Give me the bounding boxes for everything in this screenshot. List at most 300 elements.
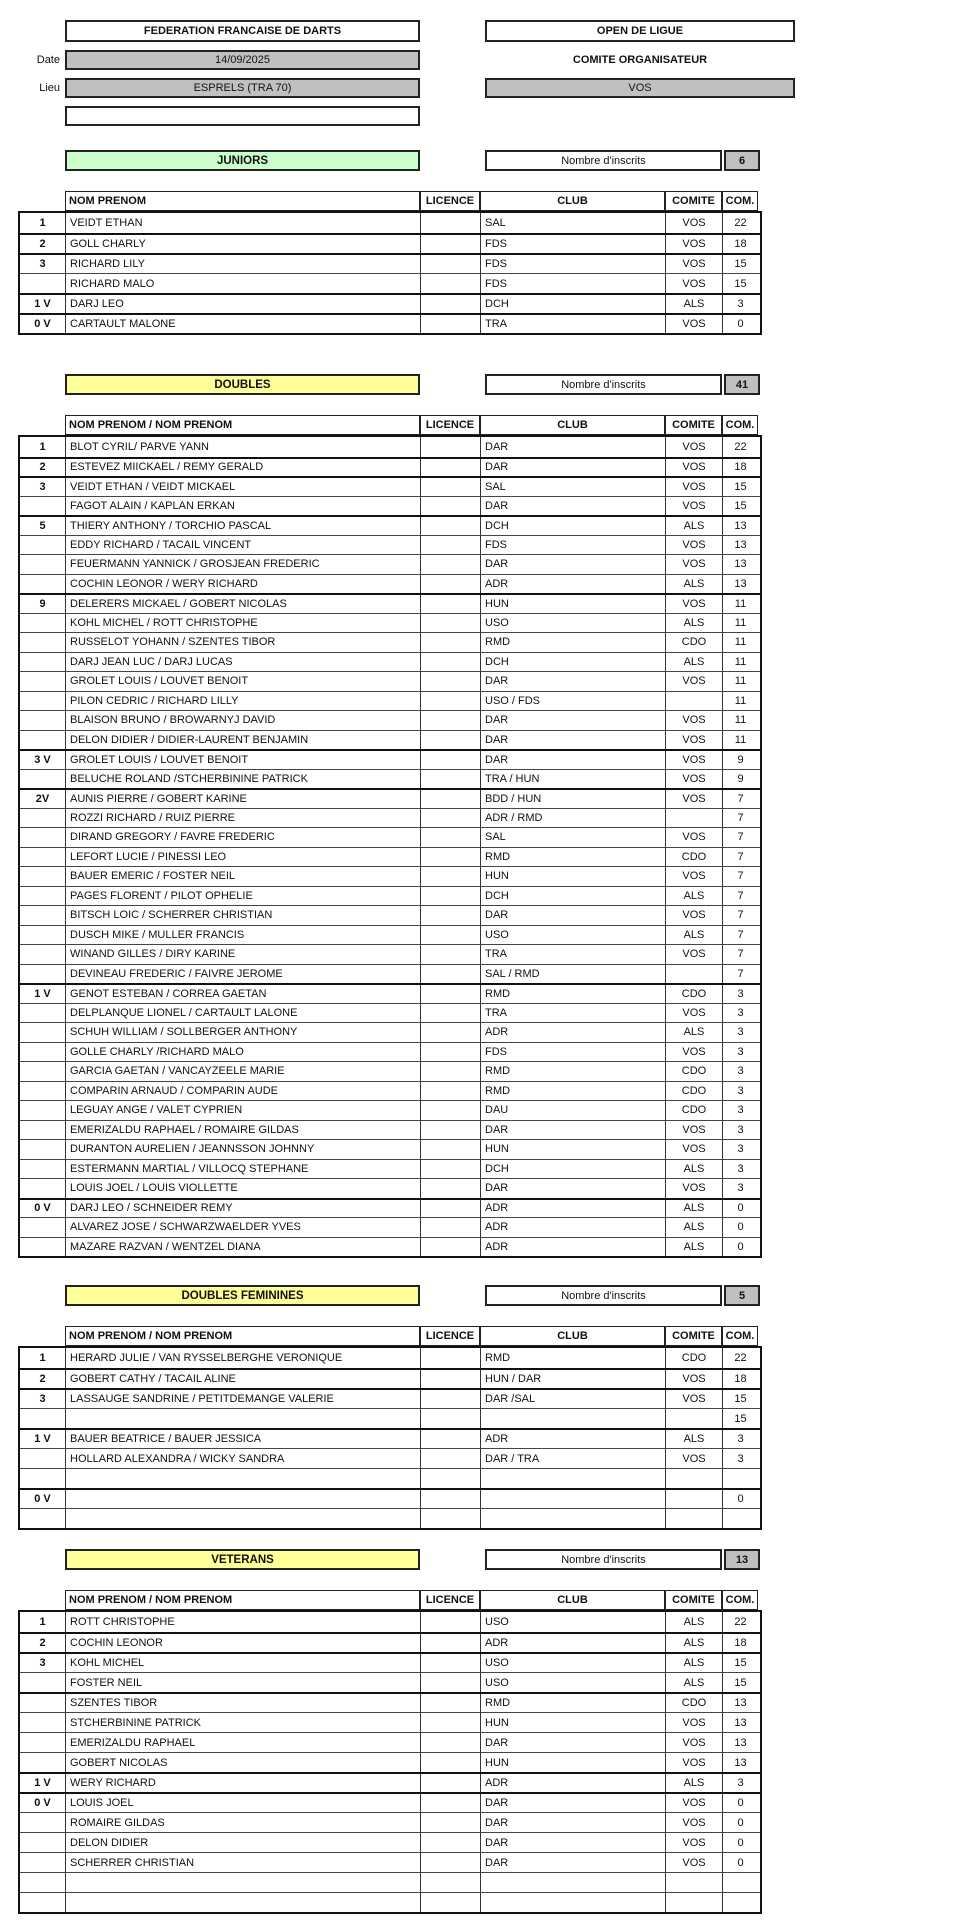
- column-header: LICENCE: [420, 415, 480, 435]
- comite-cell: VOS: [665, 235, 722, 253]
- club-cell: USO: [480, 926, 665, 945]
- rank-cell: [20, 1179, 65, 1198]
- section-title: DOUBLES FEMININES: [65, 1285, 420, 1306]
- club-cell: [480, 1490, 665, 1508]
- column-header: LICENCE: [420, 191, 480, 211]
- com-cell: 3: [722, 1004, 758, 1023]
- club-cell: DAR: [480, 1813, 665, 1832]
- rank-cell: [20, 1140, 65, 1159]
- club-cell: USO / FDS: [480, 692, 665, 711]
- com-cell: 13: [722, 517, 758, 535]
- comite-cell: VOS: [665, 497, 722, 516]
- rank-cell: [20, 770, 65, 789]
- column-header: COMITE: [665, 1326, 722, 1346]
- lieu-label: Lieu: [39, 82, 60, 94]
- enrolled-count: 6: [724, 150, 760, 171]
- comite-cell: ALS: [665, 1218, 722, 1237]
- licence-cell: [420, 1469, 480, 1488]
- club-cell: ADR: [480, 1774, 665, 1792]
- comite-cell: ALS: [665, 653, 722, 672]
- table-row: [20, 886, 760, 906]
- com-cell: 22: [722, 213, 758, 233]
- club-cell: RMD: [480, 1082, 665, 1101]
- com-cell: 13: [722, 1753, 758, 1772]
- column-header: CLUB: [480, 1326, 665, 1346]
- date-label: Date: [36, 54, 60, 66]
- name-cell: KOHL MICHEL: [65, 1654, 420, 1672]
- club-cell: USO: [480, 614, 665, 633]
- rank-cell: 2: [39, 461, 46, 474]
- club-cell: FDS: [480, 274, 665, 293]
- com-cell: 7: [722, 809, 758, 828]
- comite-cell: VOS: [665, 945, 722, 964]
- club-cell: DAR: [480, 906, 665, 925]
- table-header-row: [18, 1590, 762, 1610]
- table-row: [20, 1852, 760, 1872]
- table-row: [20, 233, 760, 253]
- column-header: COMITE: [665, 415, 722, 435]
- rank-cell: 3: [39, 1657, 46, 1669]
- club-cell: ADR: [480, 575, 665, 594]
- licence-cell: [420, 1509, 480, 1528]
- com-cell: 7: [722, 848, 758, 867]
- rank-cell: [20, 906, 65, 925]
- rank-cell: 0 V: [34, 1493, 51, 1505]
- table-row: [20, 925, 760, 945]
- rank-column-header: [18, 1590, 65, 1610]
- comite-cell: VOS: [665, 770, 722, 789]
- table-row: [20, 1892, 760, 1912]
- club-cell: [480, 1469, 665, 1488]
- com-cell: 0: [722, 1794, 758, 1812]
- name-cell: FEUERMANN YANNICK / GROSJEAN FREDERIC: [65, 555, 420, 574]
- table-row: [20, 293, 760, 313]
- com-cell: 13: [722, 575, 758, 594]
- name-cell: SCHUH WILLIAM / SOLLBERGER ANTHONY: [65, 1023, 420, 1042]
- name-cell: ESTEVEZ MIICKAEL / REMY GERALD: [65, 459, 420, 477]
- comite-cell: ALS: [665, 926, 722, 945]
- name-cell: VEIDT ETHAN / VEIDT MICKAEL: [65, 478, 420, 496]
- column-header: COMITE: [665, 191, 722, 211]
- comite-cell: VOS: [665, 1713, 722, 1732]
- table-row: [20, 496, 760, 516]
- name-cell: FAGOT ALAIN / KAPLAN ERKAN: [65, 497, 420, 516]
- table-row: [20, 1732, 760, 1752]
- comite-cell: [665, 1509, 722, 1528]
- licence-cell: [420, 295, 480, 313]
- club-cell: TRA: [480, 1004, 665, 1023]
- table-row: [20, 1237, 760, 1257]
- name-cell: BAUER BEATRICE / BAUER JESSICA: [65, 1430, 420, 1448]
- rank-cell: [20, 1893, 65, 1912]
- column-header: NOM PRENOM / NOM PRENOM: [65, 415, 420, 435]
- table-row: [20, 1081, 760, 1101]
- column-header: COM.: [722, 415, 758, 435]
- com-cell: 3: [722, 1121, 758, 1140]
- table-row: [20, 1752, 760, 1772]
- table-row: [20, 1178, 760, 1198]
- table-row: [20, 944, 760, 964]
- comite-cell: CDO: [665, 1082, 722, 1101]
- comite-cell: VOS: [665, 1794, 722, 1812]
- table-header-row: [18, 415, 762, 435]
- club-cell: USO: [480, 1612, 665, 1632]
- club-cell: DCH: [480, 295, 665, 313]
- rank-cell: 3 V: [34, 753, 51, 766]
- table-row: [20, 710, 760, 730]
- com-cell: [722, 1893, 758, 1912]
- table-row: [20, 273, 760, 293]
- rank-cell: 1 V: [34, 1433, 51, 1445]
- com-cell: 0: [722, 315, 758, 333]
- club-cell: ADR: [480, 1200, 665, 1218]
- rank-cell: 2V: [35, 792, 50, 805]
- comite-cell: ALS: [665, 1634, 722, 1652]
- enrolled-label: Nombre d'inscrits: [485, 150, 722, 171]
- name-cell: EMERIZALDU RAPHAEL: [65, 1733, 420, 1752]
- licence-cell: [420, 965, 480, 984]
- licence-cell: [420, 653, 480, 672]
- name-cell: KOHL MICHEL / ROTT CHRISTOPHE: [65, 614, 420, 633]
- name-cell: ROTT CHRISTOPHE: [65, 1612, 420, 1632]
- organizer-label: COMITE ORGANISATEUR: [572, 54, 708, 66]
- name-cell: DELPLANQUE LIONEL / CARTAULT LALONE: [65, 1004, 420, 1023]
- name-cell: LOUIS JOEL: [65, 1794, 420, 1812]
- rank-cell: 1 V: [34, 1777, 51, 1789]
- com-cell: 0: [722, 1238, 758, 1257]
- licence-cell: [420, 497, 480, 516]
- federation-title: FEDERATION FRANCAISE DE DARTS: [65, 20, 420, 42]
- table-row: [20, 1061, 760, 1081]
- name-cell: VEIDT ETHAN: [65, 213, 420, 233]
- rank-cell: 2: [39, 238, 46, 250]
- table-row: [20, 437, 760, 457]
- table-row: [20, 574, 760, 594]
- table-row: [20, 1772, 760, 1792]
- rank-cell: [20, 1218, 65, 1237]
- comite-cell: VOS: [665, 1179, 722, 1198]
- comite-cell: VOS: [665, 1853, 722, 1872]
- name-cell: DELON DIDIER / DIDIER-LAURENT BENJAMIN: [65, 731, 420, 750]
- rank-cell: 1: [39, 1352, 46, 1364]
- comite-cell: ALS: [665, 575, 722, 594]
- licence-cell: [420, 1023, 480, 1042]
- com-cell: 11: [722, 731, 758, 750]
- com-cell: 9: [722, 770, 758, 789]
- comite-cell: VOS: [665, 255, 722, 273]
- com-cell: 15: [722, 478, 758, 496]
- name-cell: SZENTES TIBOR: [65, 1694, 420, 1712]
- licence-cell: [420, 1082, 480, 1101]
- name-cell: BAUER EMERIC / FOSTER NEIL: [65, 867, 420, 886]
- comite-cell: VOS: [665, 828, 722, 847]
- com-cell: 22: [722, 437, 758, 457]
- section-title: DOUBLES: [65, 374, 420, 395]
- licence-cell: [420, 672, 480, 691]
- comite-cell: [665, 692, 722, 711]
- com-cell: 18: [722, 459, 758, 477]
- com-cell: [722, 1509, 758, 1528]
- table-row: [20, 1217, 760, 1237]
- comite-cell: VOS: [665, 1833, 722, 1852]
- club-cell: ADR: [480, 1430, 665, 1448]
- name-cell: MAZARE RAZVAN / WENTZEL DIANA: [65, 1238, 420, 1257]
- rank-cell: [20, 926, 65, 945]
- licence-cell: [420, 731, 480, 750]
- table-row: [20, 1139, 760, 1159]
- licence-cell: [420, 478, 480, 496]
- com-cell: 0: [722, 1813, 758, 1832]
- comite-cell: VOS: [665, 1121, 722, 1140]
- name-cell: DELON DIDIER: [65, 1833, 420, 1852]
- club-cell: [480, 1893, 665, 1912]
- name-cell: [65, 1893, 420, 1912]
- licence-cell: [420, 848, 480, 867]
- licence-cell: [420, 1853, 480, 1872]
- name-cell: ESTERMANN MARTIAL / VILLOCQ STEPHANE: [65, 1160, 420, 1179]
- column-header: CLUB: [480, 191, 665, 211]
- name-cell: EDDY RICHARD / TACAIL VINCENT: [65, 536, 420, 555]
- com-cell: 3: [722, 1160, 758, 1179]
- name-cell: ROMAIRE GILDAS: [65, 1813, 420, 1832]
- com-cell: 3: [722, 295, 758, 313]
- club-cell: DAR: [480, 1121, 665, 1140]
- table-row: [20, 1408, 760, 1428]
- table-row: [20, 1428, 760, 1448]
- licence-cell: [420, 459, 480, 477]
- name-cell: RICHARD MALO: [65, 274, 420, 293]
- comite-cell: [665, 1893, 722, 1912]
- licence-cell: [420, 692, 480, 711]
- table-row: [20, 515, 760, 535]
- table-row: [20, 1348, 760, 1368]
- column-header: NOM PRENOM / NOM PRENOM: [65, 1326, 420, 1346]
- licence-cell: [420, 1893, 480, 1912]
- table-row: [20, 1712, 760, 1732]
- lieu-value: ESPRELS (TRA 70): [65, 78, 420, 98]
- rank-cell: [20, 692, 65, 711]
- rank-cell: 2: [39, 1637, 46, 1649]
- name-cell: [65, 1469, 420, 1488]
- rank-cell: [20, 575, 65, 594]
- table-row: [20, 671, 760, 691]
- club-cell: FDS: [480, 536, 665, 555]
- comite-cell: VOS: [665, 437, 722, 457]
- table-row: [20, 847, 760, 867]
- club-cell: RMD: [480, 985, 665, 1003]
- rank-column-header: [18, 191, 65, 211]
- comite-cell: VOS: [665, 1449, 722, 1468]
- table-row: [20, 313, 760, 333]
- name-cell: COCHIN LEONOR / WERY RICHARD: [65, 575, 420, 594]
- licence-cell: [420, 555, 480, 574]
- com-cell: 9: [722, 751, 758, 769]
- name-cell: DIRAND GREGORY / FAVRE FREDERIC: [65, 828, 420, 847]
- column-header: COM.: [722, 191, 758, 211]
- enrolled-label: Nombre d'inscrits: [485, 1285, 722, 1306]
- table-row: [20, 1042, 760, 1062]
- name-cell: STCHERBININE PATRICK: [65, 1713, 420, 1732]
- table-row: [20, 1812, 760, 1832]
- club-cell: RMD: [480, 1348, 665, 1368]
- name-cell: LOUIS JOEL / LOUIS VIOLLETTE: [65, 1179, 420, 1198]
- com-cell: 11: [722, 595, 758, 613]
- club-cell: DCH: [480, 1160, 665, 1179]
- licence-cell: [420, 1774, 480, 1792]
- table-row: [20, 1159, 760, 1179]
- com-cell: 0: [722, 1833, 758, 1852]
- name-cell: WERY RICHARD: [65, 1774, 420, 1792]
- name-cell: DUSCH MIKE / MULLER FRANCIS: [65, 926, 420, 945]
- com-cell: 3: [722, 1449, 758, 1468]
- club-cell: HUN: [480, 1140, 665, 1159]
- section-header: [0, 374, 963, 398]
- com-cell: 13: [722, 1694, 758, 1712]
- club-cell: DAR /SAL: [480, 1390, 665, 1408]
- club-cell: DAR / TRA: [480, 1449, 665, 1468]
- table-row: [20, 769, 760, 789]
- sections: [0, 150, 963, 1914]
- com-cell: 11: [722, 653, 758, 672]
- rank-cell: [20, 1753, 65, 1772]
- name-cell: GARCIA GAETAN / VANCAYZEELE MARIE: [65, 1062, 420, 1081]
- comite-cell: ALS: [665, 1023, 722, 1042]
- com-cell: 3: [722, 1101, 758, 1120]
- licence-cell: [420, 1004, 480, 1023]
- comite-cell: CDO: [665, 848, 722, 867]
- section-title: VETERANS: [65, 1549, 420, 1570]
- com-cell: 0: [722, 1200, 758, 1218]
- table-row: [20, 1120, 760, 1140]
- table-row: [20, 1792, 760, 1812]
- rank-cell: 5: [39, 519, 46, 532]
- club-cell: RMD: [480, 1062, 665, 1081]
- licence-cell: [420, 1348, 480, 1368]
- rank-cell: [20, 848, 65, 867]
- com-cell: 13: [722, 555, 758, 574]
- licence-cell: [420, 1101, 480, 1120]
- table-row: [20, 1488, 760, 1508]
- club-cell: SAL / RMD: [480, 965, 665, 984]
- table-row: [20, 1388, 760, 1408]
- club-cell: ADR: [480, 1218, 665, 1237]
- com-cell: 18: [722, 1634, 758, 1652]
- licence-cell: [420, 1713, 480, 1732]
- licence-cell: [420, 213, 480, 233]
- table-row: [20, 1368, 760, 1388]
- rank-cell: [20, 1713, 65, 1732]
- sheet-header: [0, 20, 963, 130]
- name-cell: PAGES FLORENT / PILOT OPHELIE: [65, 887, 420, 906]
- section-doubles-feminines: [0, 1285, 963, 1530]
- club-cell: TRA: [480, 945, 665, 964]
- club-cell: ADR: [480, 1023, 665, 1042]
- table-row: [20, 1198, 760, 1218]
- club-cell: HUN: [480, 867, 665, 886]
- licence-cell: [420, 595, 480, 613]
- com-cell: [722, 1469, 758, 1488]
- column-header: COMITE: [665, 1590, 722, 1610]
- rank-cell: [20, 711, 65, 730]
- rank-cell: [20, 653, 65, 672]
- rank-cell: [20, 965, 65, 984]
- comite-cell: ALS: [665, 1160, 722, 1179]
- table-row: [20, 457, 760, 477]
- rank-cell: [20, 1733, 65, 1752]
- com-cell: 0: [722, 1853, 758, 1872]
- com-cell: 7: [722, 828, 758, 847]
- rank-cell: [20, 867, 65, 886]
- name-cell: BLOT CYRIL/ PARVE YANN: [65, 437, 420, 457]
- name-cell: AUNIS PIERRE / GOBERT KARINE: [65, 790, 420, 808]
- name-cell: [65, 1409, 420, 1428]
- com-cell: 15: [722, 1673, 758, 1692]
- licence-cell: [420, 770, 480, 789]
- club-cell: DAR: [480, 1853, 665, 1872]
- club-cell: TRA: [480, 315, 665, 333]
- comite-cell: ALS: [665, 1673, 722, 1692]
- com-cell: 15: [722, 1390, 758, 1408]
- comite-cell: VOS: [665, 867, 722, 886]
- licence-cell: [420, 633, 480, 652]
- comite-cell: VOS: [665, 213, 722, 233]
- comite-cell: CDO: [665, 1348, 722, 1368]
- rank-cell: 9: [39, 597, 46, 610]
- rank-cell: [20, 1853, 65, 1872]
- rank-cell: [20, 1509, 65, 1528]
- comite-cell: VOS: [665, 751, 722, 769]
- licence-cell: [420, 751, 480, 769]
- name-cell: PILON CEDRIC / RICHARD LILLY: [65, 692, 420, 711]
- licence-cell: [420, 315, 480, 333]
- table-row: [20, 1652, 760, 1672]
- table-body: [18, 1346, 762, 1530]
- rank-cell: 0 V: [34, 1202, 51, 1215]
- club-cell: ADR: [480, 1634, 665, 1652]
- rank-cell: [20, 1409, 65, 1428]
- name-cell: BELUCHE ROLAND /STCHERBININE PATRICK: [65, 770, 420, 789]
- com-cell: 13: [722, 1733, 758, 1752]
- table-row: [20, 1448, 760, 1468]
- comite-cell: VOS: [665, 672, 722, 691]
- table-row: [20, 964, 760, 984]
- licence-cell: [420, 1753, 480, 1772]
- com-cell: 3: [722, 1140, 758, 1159]
- club-cell: USO: [480, 1673, 665, 1692]
- name-cell: [65, 1509, 420, 1528]
- licence-cell: [420, 1694, 480, 1712]
- comite-cell: VOS: [665, 274, 722, 293]
- section-title: JUNIORS: [65, 150, 420, 171]
- name-cell: GENOT ESTEBAN / CORREA GAETAN: [65, 985, 420, 1003]
- organizer-value: VOS: [485, 78, 795, 98]
- licence-cell: [420, 1833, 480, 1852]
- enrolled-count: 5: [724, 1285, 760, 1306]
- club-cell: HUN / DAR: [480, 1370, 665, 1388]
- comite-cell: VOS: [665, 906, 722, 925]
- table-row: [20, 1872, 760, 1892]
- com-cell: 3: [722, 1062, 758, 1081]
- licence-cell: [420, 1873, 480, 1892]
- com-cell: 15: [722, 1654, 758, 1672]
- section-header: [0, 1549, 963, 1573]
- table-row: [20, 1612, 760, 1632]
- column-header: NOM PRENOM: [65, 191, 420, 211]
- comite-cell: [665, 965, 722, 984]
- name-cell: GOBERT CATHY / TACAIL ALINE: [65, 1370, 420, 1388]
- club-cell: BDD / HUN: [480, 790, 665, 808]
- name-cell: EMERIZALDU RAPHAEL / ROMAIRE GILDAS: [65, 1121, 420, 1140]
